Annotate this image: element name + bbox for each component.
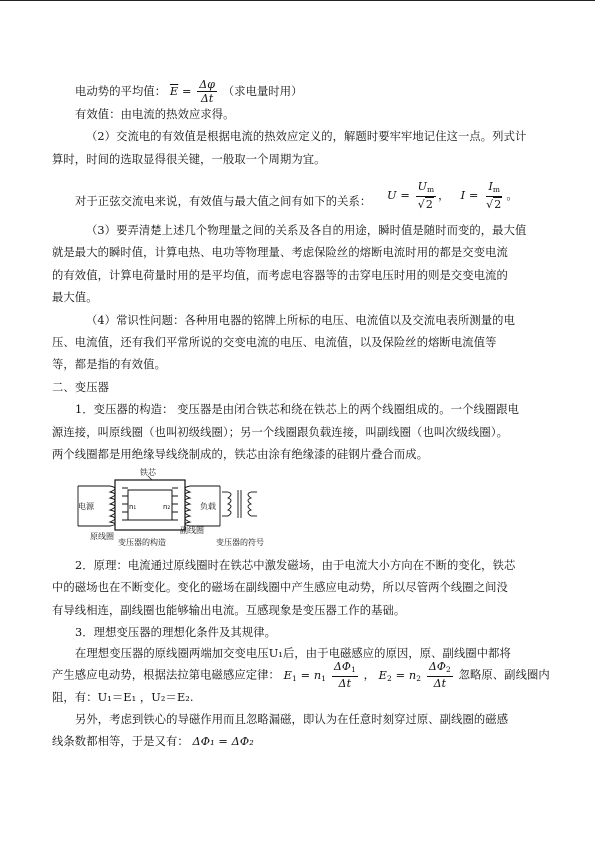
- n1-letter: n: [313, 668, 322, 682]
- paragraph-8-text: 线条数都相等，于是又有：: [52, 735, 189, 748]
- sqrt-two-2: √ 2: [486, 198, 502, 211]
- e1-formula: $E_1 = n_1$ $\frac{\Delta\Phi_1}{\Delta t}$: [283, 660, 356, 690]
- equals-sign: =: [181, 85, 192, 98]
- paragraph-5-line-1: 1．变压器的构造： 变压器是由闭合铁芯和绕在铁芯上的两个线圈组成的。一个线圈跟电: [75, 403, 520, 416]
- n2-letter: n: [408, 668, 417, 682]
- average-emf-prefix: 电动势的平均值：: [75, 85, 167, 98]
- paragraph-8-line-2: [52, 735, 254, 749]
- e2-fraction: [427, 661, 453, 690]
- paragraph-3-line-2: 就是最大的瞬时值，计算电热、电功等物理量、考虑保险丝的熔断电流时用的都是交变电流: [52, 246, 508, 259]
- iron-core-outer: [115, 480, 185, 530]
- paragraph-3-line-3: 的有效值，计算电荷量时用的是平均值，而考虑电容器等的击穿电压时用的则是交变电流的: [52, 269, 508, 282]
- e1-letter: E: [283, 668, 293, 682]
- paragraph-4-line-3: 等，都是指的有效值。: [52, 358, 166, 371]
- e2-formula: $E_2 = n_2$ $\frac{\Delta\Phi_2}{\Delta t}$: [378, 660, 451, 690]
- primary-coil: [110, 486, 128, 526]
- dphi2-text: ΔΦ: [428, 660, 446, 673]
- current-max-subscript: m: [492, 185, 501, 194]
- caption-symbol: 变压器的符号: [216, 538, 264, 546]
- formula-comma: ，: [438, 189, 450, 202]
- e1-fraction: [332, 661, 358, 690]
- voltage-fraction: [416, 181, 437, 211]
- paragraph-6-line-3: 有导线相连，副线圈也能够输出电流。互感现象是变压器工作的基础。: [52, 604, 406, 617]
- paragraph-3-line-1: （3）要弄清楚上述几个物理量之间的关系及各自的用途，瞬时值是随时而变的，最大值: [86, 224, 527, 237]
- voltage-max-subscript: m: [426, 185, 435, 194]
- faraday-law-text: 产生感应电动势，根据法拉第电磁感应定律：: [52, 668, 280, 682]
- core-label: 铁芯: [140, 468, 156, 477]
- flux-over-time-fraction: [197, 79, 217, 105]
- dphi1-text: ΔΦ: [333, 660, 351, 673]
- current-max-letter: I: [488, 180, 493, 193]
- e1-fraction-num: $\Delta\Phi_1$: [332, 661, 358, 677]
- sqrt-two: √ 2: [417, 198, 433, 211]
- section-heading-transformer: 二、变压器: [52, 381, 109, 394]
- faraday-comma: ，: [363, 668, 375, 682]
- secondary-label: 副线圈: [180, 526, 204, 535]
- paragraph-6-line-2: 中的磁场也在不断变化。变化的磁场在副线圈中产生感应电动势，所以尽管两个线圈之间没: [52, 581, 508, 594]
- n2-label: n₂: [163, 503, 171, 511]
- paragraph-8-line-1: 另外，考虑到铁心的导磁作用而且忽略漏磁，即认为在任意时刻穿过原、副线圈的磁感: [75, 713, 509, 726]
- sine-relation-text: 对于正弦交流电来说，有效值与最大值之间有如下的关系：: [75, 195, 372, 208]
- e1-fraction-den: Δt: [338, 677, 352, 690]
- average-emf-note: （求电量时用）: [222, 85, 303, 98]
- faraday-law-line: [52, 661, 550, 690]
- emf-symbol: $\overline{E}$: [169, 85, 179, 98]
- e2-fraction-den: Δt: [433, 677, 447, 690]
- effective-value-line: 有效值：由电流的热效应求得。: [75, 108, 235, 121]
- e2-letter: E: [378, 668, 388, 682]
- paragraph-5-line-3: 两个线圈都是用绝缘导线绕制成的，铁芯由涂有绝缘漆的硅钢片叠合而成。: [52, 448, 429, 461]
- voltage-symbol: U: [387, 189, 397, 202]
- paragraph-2-line-2: 算时，时间的选取显得很关键，一般取一个周期为宜。: [52, 153, 326, 166]
- paragraph-4-line-2: 压、电流值，还有我们平常所说的交变电流的电压、电流值，以及保险丝的熔断电流值等: [52, 336, 497, 349]
- transformer-symbol: [222, 490, 257, 518]
- average-emf-line: [75, 79, 303, 105]
- primary-label: 原线圈: [90, 532, 114, 541]
- paragraph-5-line-2: 源连接，叫原线圈（也叫初级线圈）；另一个线圈跟负载连接，叫副线圈（也叫次级线圈）。: [52, 426, 508, 439]
- sqrt-two-radicand-2: 2: [494, 198, 502, 211]
- voltage-max-letter: U: [417, 180, 427, 193]
- sine-relation-formulas: U = $U_m$ √ 2 ， I = $I_m$ √ 2 。: [387, 180, 518, 211]
- paragraph-7-line-1: 在理想变压器的原线圈两端加交变电压U₁后，由于电磁感应的原因，原、副线圈中都将: [75, 647, 511, 660]
- paragraph-2-line-1: （2）交流电的有效值是根据电流的热效应定义的，解题时要牢牢地记住这一点。列式计: [86, 130, 527, 143]
- voltage-max: [416, 181, 437, 197]
- e2-fraction-num: $\Delta\Phi_2$: [427, 661, 453, 677]
- current-symbol: I: [460, 189, 466, 202]
- current-fraction: [484, 181, 504, 211]
- caption-structure: 变压器的构造: [118, 538, 166, 546]
- fraction-denominator: Δt: [200, 92, 214, 105]
- n1-label: n₁: [129, 503, 137, 511]
- transformer-figure: [70, 466, 310, 546]
- faraday-tail: 忽略原、副线圈内: [458, 668, 550, 682]
- formula-period: 。: [506, 189, 518, 202]
- load-label: 负载: [200, 502, 216, 511]
- paragraph-6-line-1: 2．原理：电流通过原线圈时在铁芯中激发磁场，由于电流大小方向在不断的变化，铁芯: [75, 559, 516, 572]
- page-top-rule: [0, 0, 595, 1]
- current-max: [486, 181, 502, 197]
- paragraph-7-line-3: 阻，有：U₁＝E₁ ，U₂＝E₂.: [52, 691, 194, 704]
- source-label: 电源: [78, 502, 94, 511]
- flux-equality: ΔΦ₁ = ΔΦ₂: [192, 735, 254, 748]
- sqrt-two-radicand: 2: [425, 198, 433, 211]
- fraction-numerator: Δφ: [199, 78, 216, 91]
- paragraph-3-line-4: 最大值。: [52, 291, 98, 304]
- paragraph-4-line-1: （4）常识性问题：各种用电器的铭牌上所标的电压、电流值以及交流电表所测量的电: [86, 314, 515, 327]
- ideal-transformer-heading: 3．理想变压器的理想化条件及其规律。: [75, 626, 277, 639]
